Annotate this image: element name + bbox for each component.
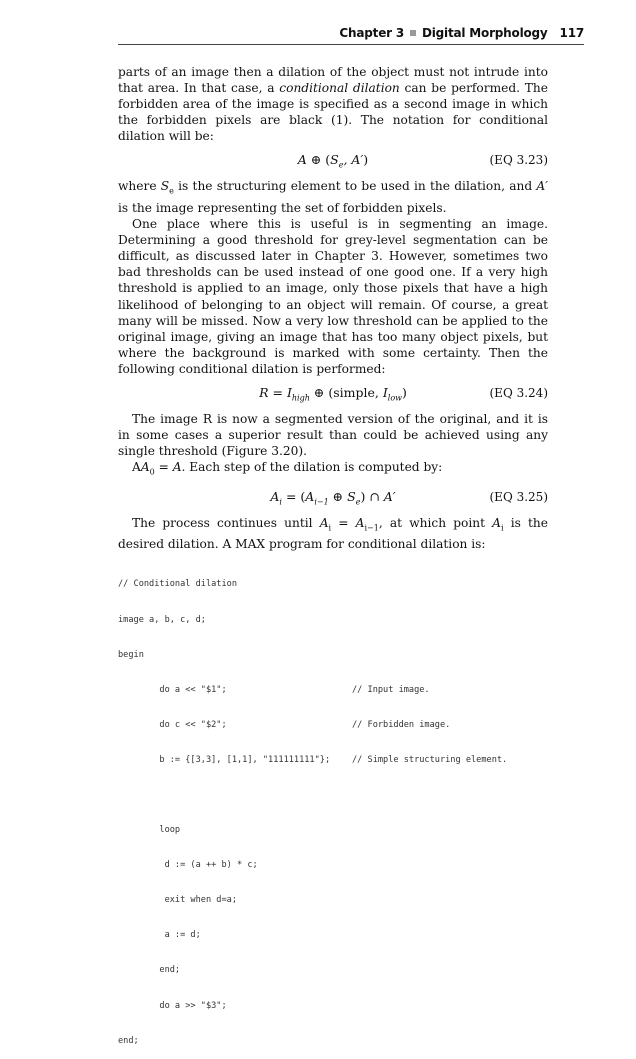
equation-3-25	[118, 486, 548, 508]
page-number: 117	[559, 26, 584, 40]
paragraph-2: where $S_e$ is the structuring element to be used in the dilation, and A′ is the image representing the set of forbidden pixels.	[118, 179, 548, 215]
term-conditional-dilation: conditional dilation	[279, 81, 400, 96]
code-line: image a, b, c, d;	[118, 614, 206, 625]
equation-formula: $A_i = (A_{i-1}$ ⊕ $S_e$) ∩ A′	[270, 488, 396, 507]
body-text	[118, 64, 548, 552]
equation-number: (EQ 3.24)	[489, 386, 548, 401]
paragraph-4: The image R is now a segmented version of the original, and it is in some cases a superior result than could be achieved using any single threshold (Figure 3.20).	[118, 412, 548, 459]
section-title: Digital Morphology	[421, 26, 548, 40]
code-line: end;	[118, 965, 181, 976]
code-line: begin	[118, 649, 144, 660]
code-line: do a >> "$3";	[118, 1000, 227, 1011]
equation-formula: $R = I_{high}$ ⊕ (simple, $I_{low}$)	[259, 385, 407, 403]
paragraph-5: $AA_0 = A$. Each step of the dilation is computed by:	[132, 460, 443, 477]
code-line: exit when d=a;	[118, 895, 237, 906]
separator-square-icon	[410, 30, 416, 36]
code-line: // Conditional dilation	[118, 579, 237, 590]
chapter-label: Chapter 3	[339, 26, 404, 40]
paragraph-3: One place where this is useful is in segmenting an image. Determining a good threshold for grey-level segmentation can be difficult, as discussed later in Chapter 3. However, sometimes two bad thresholds can be used instead of one good one. If a very high threshold is applied to an image, only those pixels that have a high likelihood of belonging to an object will remain. Of course, a great many will be missed. Now a very low threshold can be applied to the original image, giving an image that has too many object pixels, but where the background is marked with some certainty. Then the following conditional dilation is performed:	[118, 217, 548, 376]
equation-3-24	[118, 382, 548, 404]
paragraph-6: The process continues until $A_i = A_{i-1}$, at which point $A_i$ is the desired dilation. A MAX program for conditional dilation is:	[118, 515, 548, 552]
paragraph-1: parts of an image then a dilation of the object must not intrude into that area. In that case, a conditional dilation can be performed. The forbidden area of the image is specified as a second image in which the forbidden pixels are black (1). The notation for conditional dilation will be:	[118, 65, 548, 144]
code-line: end;	[118, 1035, 139, 1046]
equation-number: (EQ 3.23)	[489, 153, 548, 168]
code-listing	[118, 556, 558, 1059]
code-line: do c << "$2"; // Forbidden image.	[118, 719, 451, 730]
equation-formula: A ⊕ ($S_e$, A′)	[297, 152, 369, 170]
running-header	[118, 26, 584, 40]
equation-3-23	[118, 149, 548, 171]
code-line: a := d;	[118, 930, 201, 941]
code-line: b := {[3,3], [1,1], "111111111"}; // Simple structuring element.	[118, 754, 508, 765]
header-rule	[118, 44, 584, 45]
code-line: loop	[118, 825, 181, 836]
code-line: do a << "$1"; // Input image.	[118, 684, 430, 695]
equation-number: (EQ 3.25)	[489, 489, 548, 504]
code-line: d := (a ++ b) * c;	[118, 860, 258, 871]
